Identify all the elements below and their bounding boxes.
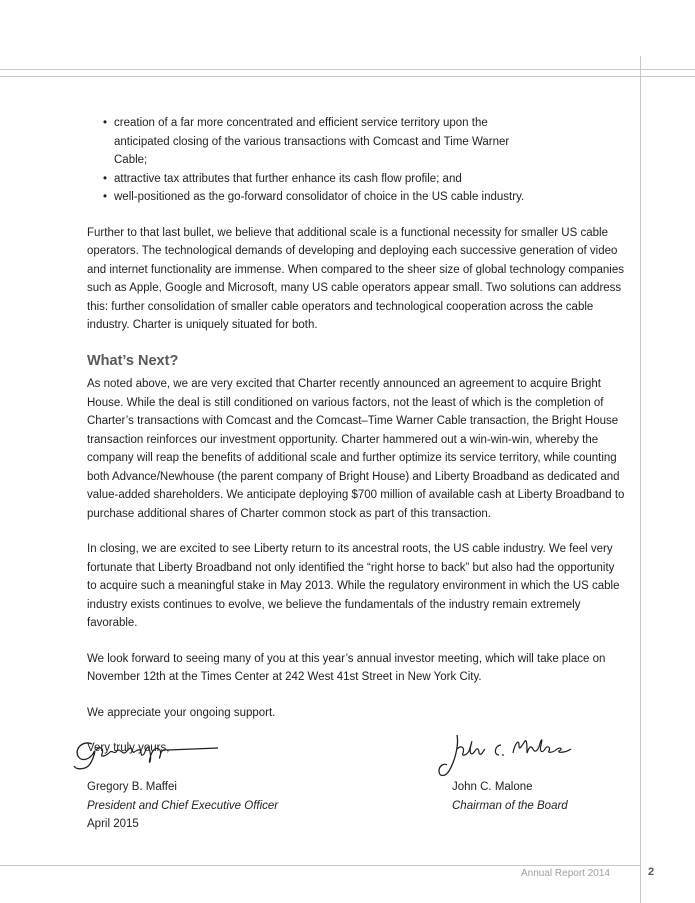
footer-rule — [0, 865, 640, 866]
signer-title: Chairman of the Board — [452, 799, 568, 812]
signature-maffei-image — [70, 728, 220, 772]
header-rule-bottom — [0, 76, 695, 77]
paragraph-meeting: We look forward to seeing many of you at this year’s annual investor meeting, which will take place on November 12th at the Times Center at 242 West 41st Street in New York City. — [87, 652, 606, 683]
signer-block-malone — [452, 778, 568, 815]
section-heading: What’s Next? — [87, 352, 179, 369]
signer-title: President and Chief Executive Officer — [87, 799, 279, 812]
bullet-item: • well-positioned as the go-forward consolidator of choice in the US cable industry. — [108, 188, 627, 207]
page-number: 2 — [648, 866, 655, 878]
paragraph-closing: In closing, we are excited to see Liberty return to its ancestral roots, the US cable industry. We feel very fortunate that Liberty Broadband not only identified the “right horse to back” but also had the opportunity to acquire such a meaningful stake in May 2013. While the regulatory environment in which the US cable industry exists continues to evolve, we believe the fundamentals of the industry remain extremely favorable. — [87, 543, 620, 629]
signer-name: Gregory B. Maffei — [87, 781, 177, 793]
letter-date: April 2015 — [87, 818, 139, 830]
footer-report-label: Annual Report 2014 — [521, 868, 610, 879]
header-rule-top — [0, 69, 695, 70]
bullet-item: • attractive tax attributes that further enhance its cash flow profile; and — [108, 170, 627, 189]
signature-malone-image — [435, 731, 575, 781]
margin-rule-vertical — [640, 56, 641, 903]
paragraph-whats-next: As noted above, we are very excited that Charter recently announced an agreement to acquire Bright House. While the deal is still conditioned on various factors, not the least of which is the completion of Charter’s transactions with Comcast and the Comcast–Time Warner Cable transaction, the Bright House transaction reinforces our investment opportunity. Charter hammered out a win-win-win, whereby the company will reap the benefits of additional scale and further optimize its service territory, while counting both Advance/Newhouse (the parent company of Bright House) and Liberty Broadband as dedicated and value-added shareholders. We anticipate deploying $700 million of available cash at Liberty Broadband to purchase additional shares of Charter common stock as part of this transaction. — [87, 378, 625, 520]
bullet-list — [108, 114, 627, 207]
paragraph-support: We appreciate your ongoing support. — [87, 706, 276, 719]
salutation: Very truly yours, — [87, 742, 170, 754]
paragraph-scale: Further to that last bullet, we believe that additional scale is a functional necessity for smaller US cable operators. The technological demands of developing and deploying each successive generation of video and internet functionality are immense. When compared to the sheer size of global technology companies such as Apple, Google and Microsoft, many US cable operators appear small. Two solutions can address this: further consolidation of smaller cable operators and technological cooperation across the cable industry. Charter is uniquely situated for both. — [87, 226, 624, 331]
signer-name: John C. Malone — [452, 781, 533, 793]
bullet-item: • creation of a far more concentrated and efficient service territory upon the anticipated closing of the various transactions with Comcast and Time Warner Cable; — [108, 114, 529, 170]
signer-block-maffei — [87, 778, 278, 834]
letter-body — [87, 114, 627, 758]
